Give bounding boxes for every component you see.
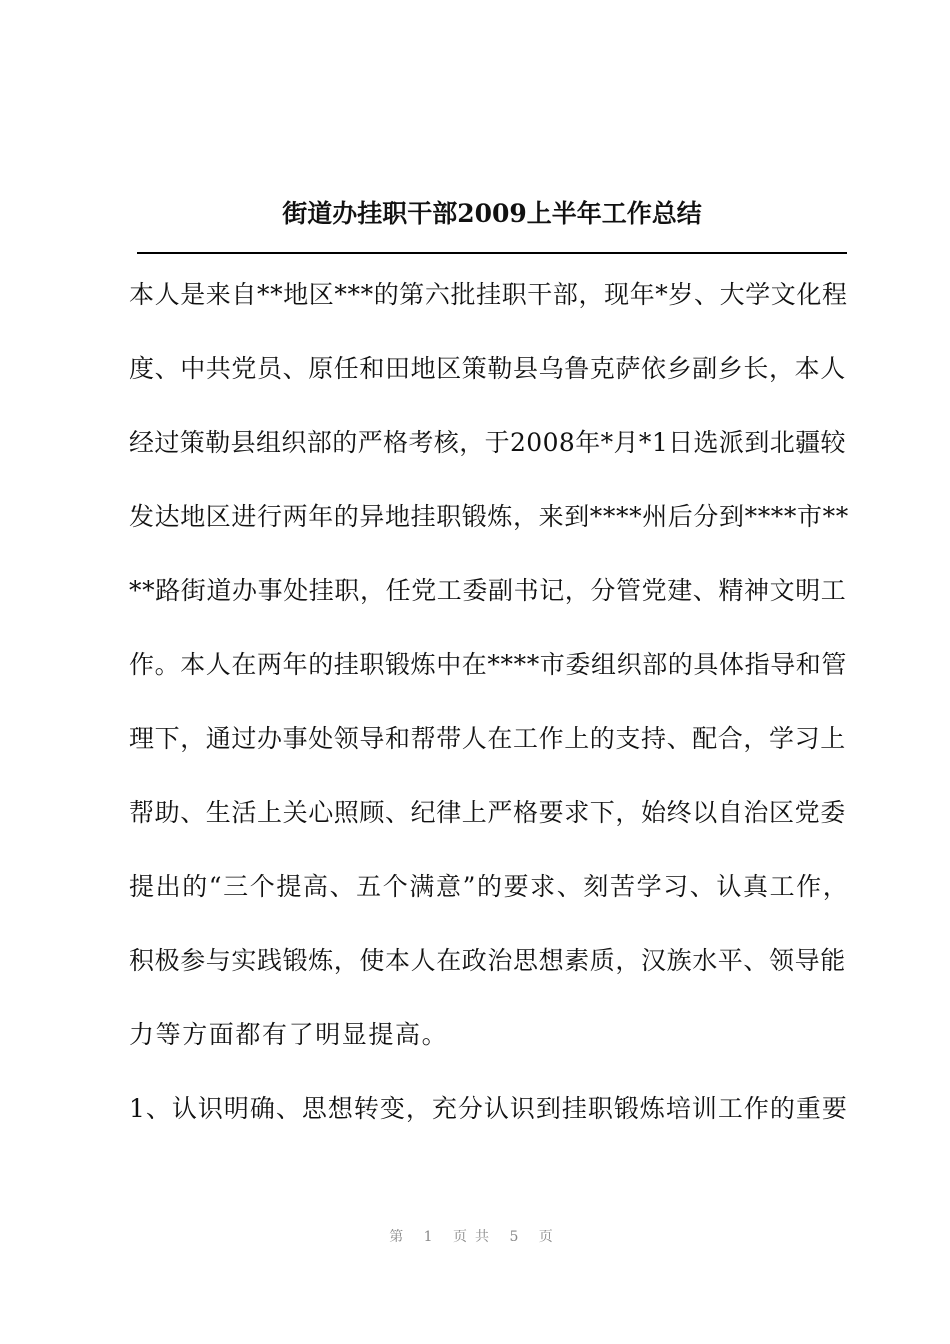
document-title: 街道办挂职干部2009上半年工作总结	[282, 199, 702, 228]
body-line: 积极参与实践锻炼，使本人在政治思想素质，汉族水平、领导能	[129, 946, 846, 975]
body-line: 提出的“三个提高、五个满意”的要求、刻苦学习、认真工作，	[129, 872, 850, 901]
page-number-footer: 第 1 页共 5 页	[389, 1229, 561, 1245]
body-line: **路街道办事处挂职，任党工委副书记，分管党建、精神文明工	[129, 576, 847, 605]
body-line: 经过策勒县组织部的严格考核，于2008年*月*1日选派到北疆较	[129, 428, 846, 457]
body-line: 1、认识明确、思想转变，充分认识到挂职锻炼培训工作的重要	[129, 1094, 848, 1123]
body-line: 度、中共党员、原任和田地区策勒县乌鲁克萨依乡副乡长，本人	[129, 354, 846, 383]
body-line: 理下，通过办事处领导和帮带人在工作上的支持、配合，学习上	[129, 724, 846, 753]
body-line: 本人是来自**地区***的第六批挂职干部，现年*岁、大学文化程	[129, 280, 848, 309]
body-line: 作。本人在两年的挂职锻炼中在****市委组织部的具体指导和管	[129, 650, 848, 679]
body-line: 发达地区进行两年的异地挂职锻炼，来到****州后分到****市**	[129, 502, 849, 531]
body-line: 力等方面都有了明显提高。	[129, 1020, 449, 1049]
title-underline	[137, 252, 847, 254]
body-line: 帮助、生活上关心照顾、纪律上严格要求下，始终以自治区党委	[129, 798, 846, 827]
document-body	[129, 270, 849, 1158]
